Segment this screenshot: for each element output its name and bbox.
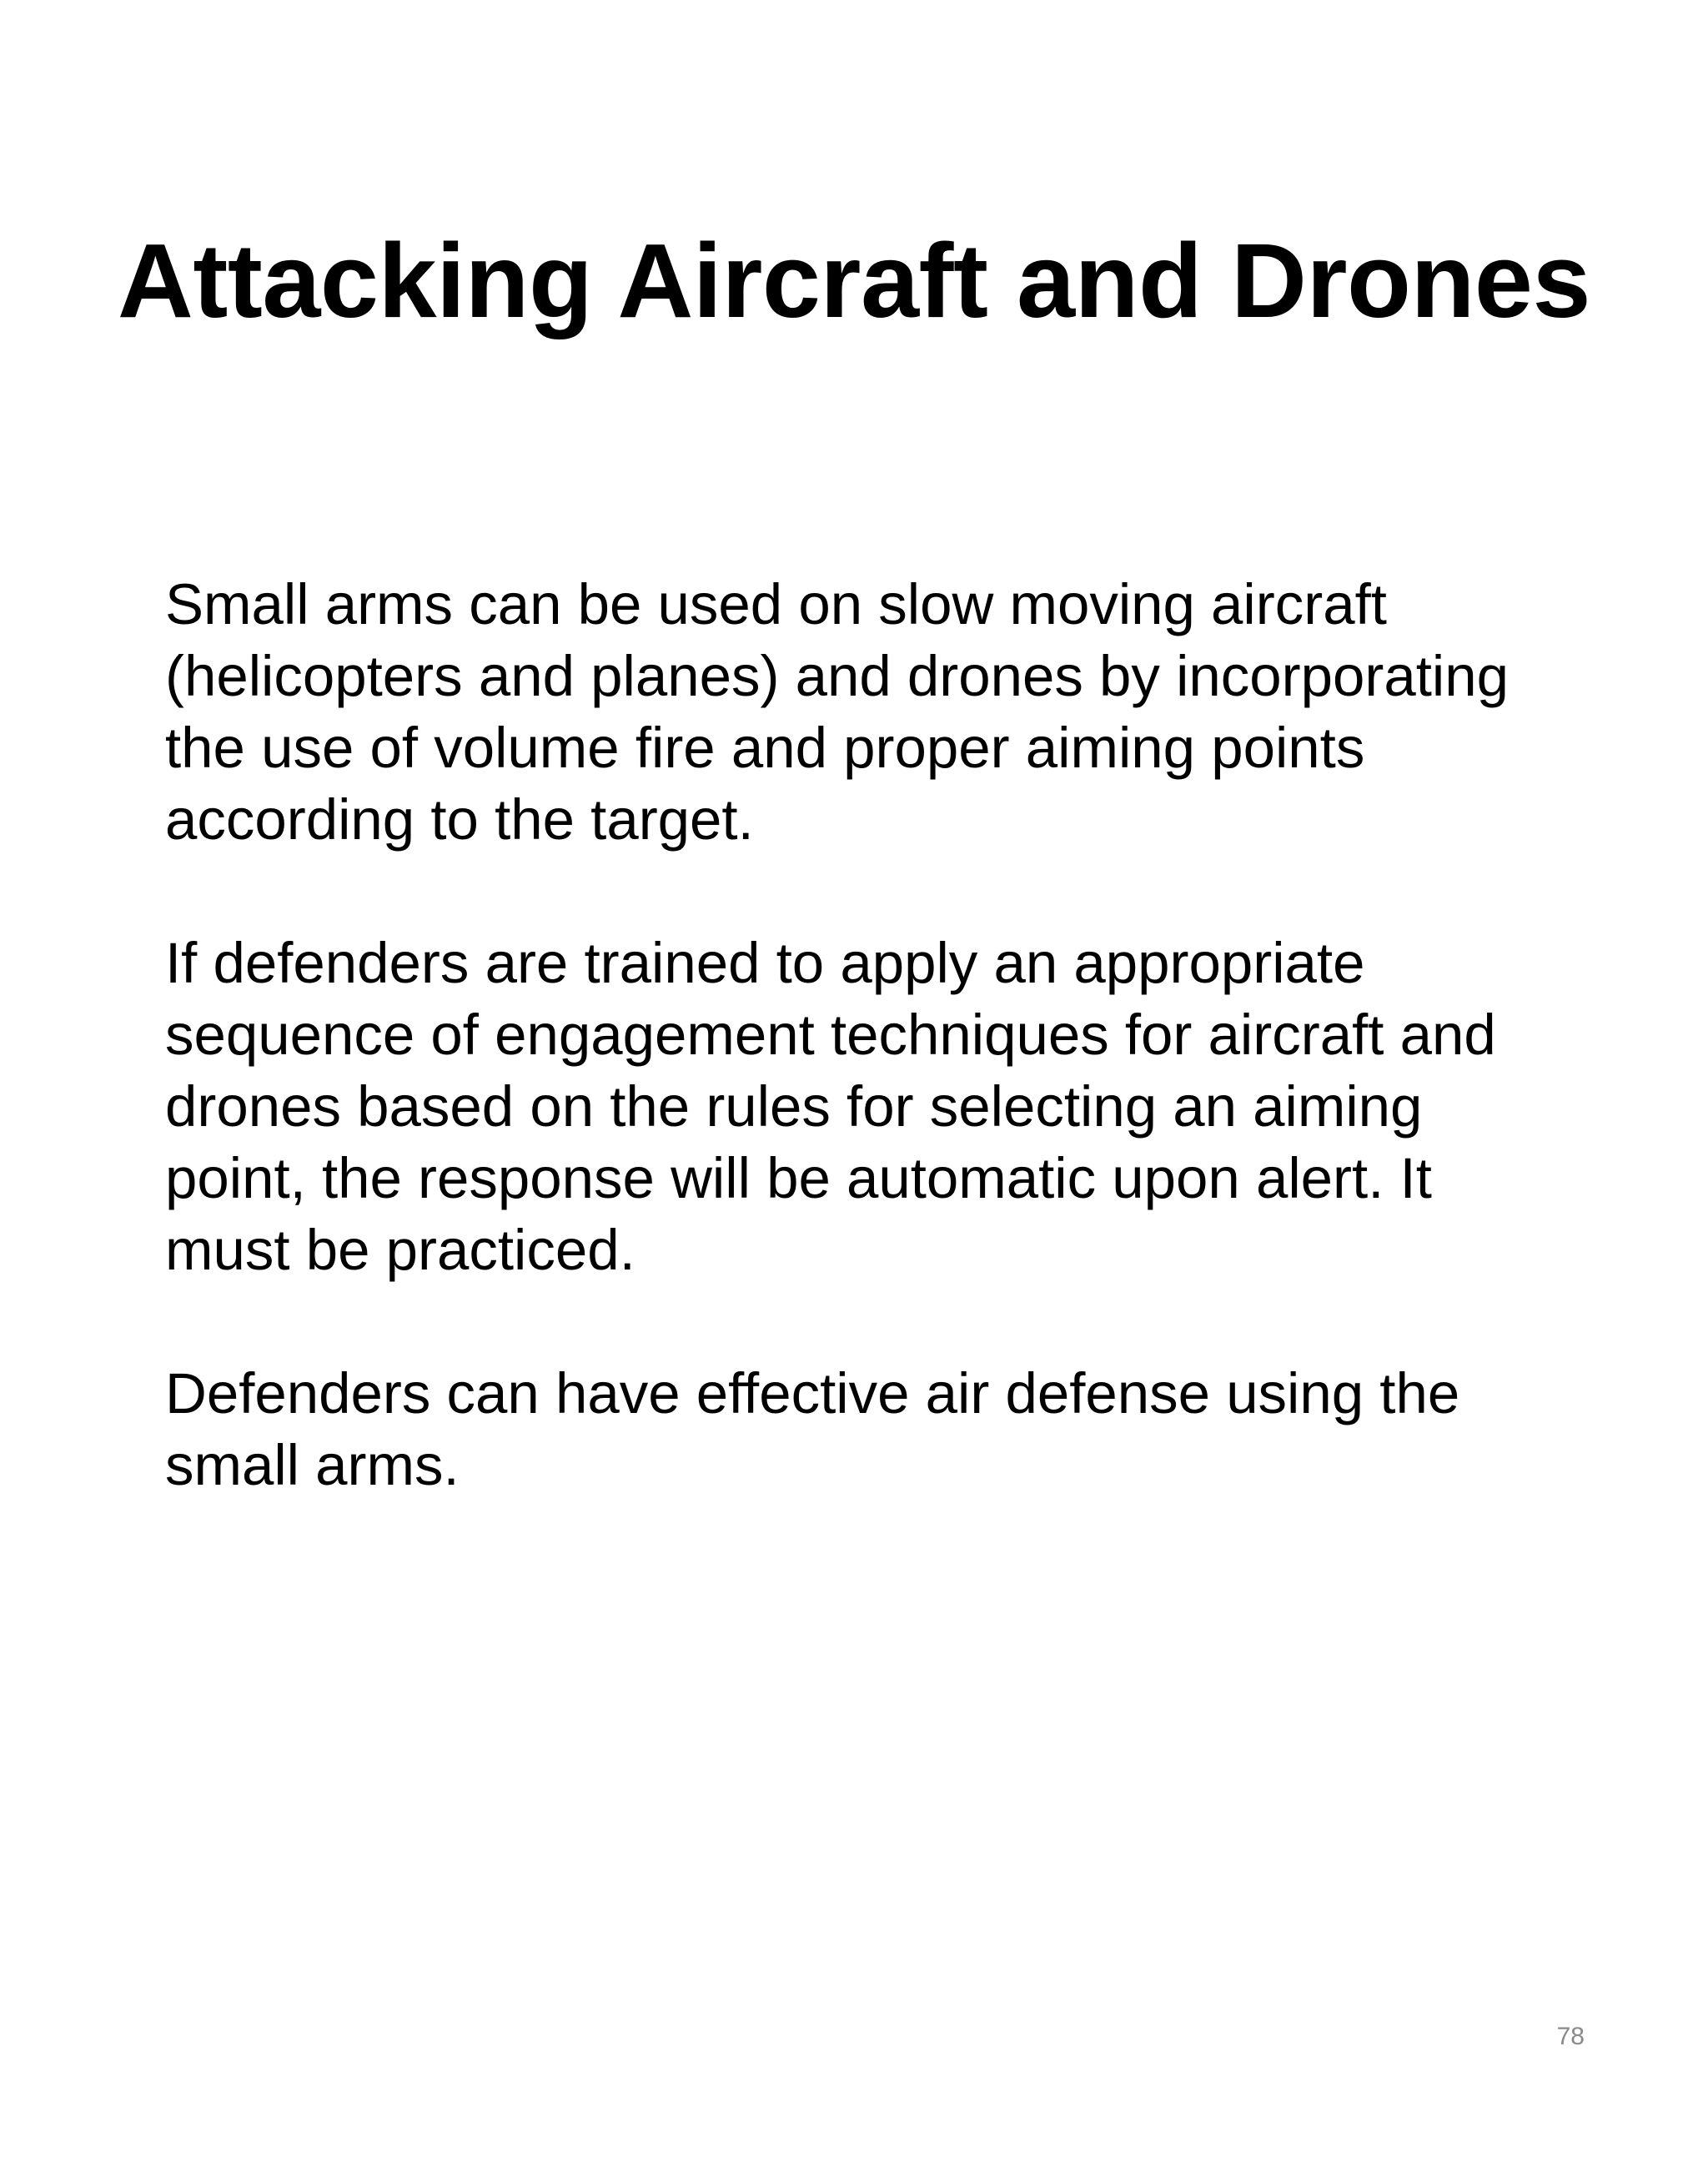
paragraph-line: point, the response will be automatic upon alert. It bbox=[165, 1146, 1432, 1210]
paragraph-2 bbox=[165, 928, 1583, 1286]
paragraph-line: small arms. bbox=[165, 1433, 460, 1497]
paragraph-line: the use of volume fire and proper aiming points bbox=[165, 716, 1365, 780]
paragraph-line: If defenders are trained to apply an appropriate bbox=[165, 931, 1365, 995]
paragraph-line: Small arms can be used on slow moving aircraft bbox=[165, 572, 1387, 636]
paragraph-line: sequence of engagement techniques for aircraft and bbox=[165, 1003, 1496, 1067]
paragraph-line: Defenders can have effective air defense using the bbox=[165, 1361, 1460, 1425]
body-text bbox=[165, 569, 1583, 1573]
paragraph-line: according to the target. bbox=[165, 787, 754, 852]
page-title: Attacking Aircraft and Drones bbox=[117, 222, 1591, 339]
paragraph-line: must be practiced. bbox=[165, 1218, 635, 1282]
paragraph-3 bbox=[165, 1358, 1583, 1501]
paragraph-line: (helicopters and planes) and drones by incorporating bbox=[165, 644, 1509, 708]
paragraph-1 bbox=[165, 569, 1583, 856]
page-number: 78 bbox=[1556, 2023, 1585, 2050]
paragraph-line: drones based on the rules for selecting an aiming bbox=[165, 1074, 1423, 1139]
